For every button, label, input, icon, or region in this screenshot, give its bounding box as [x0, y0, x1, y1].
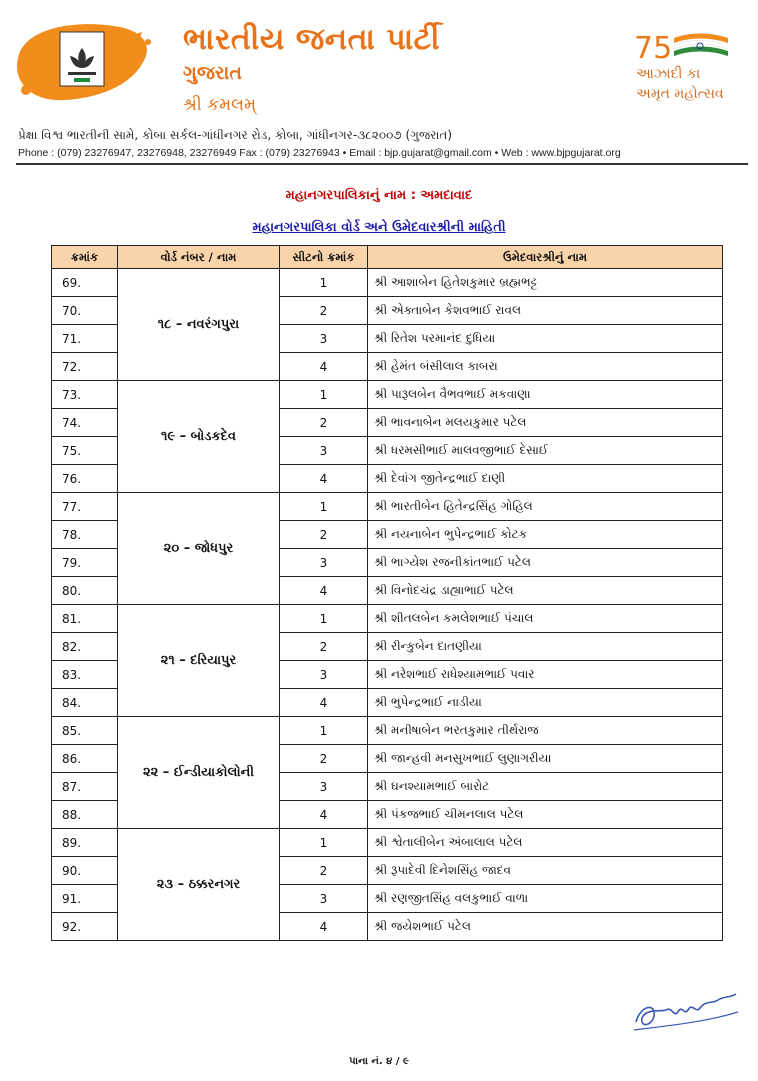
serial-number: 84.	[52, 689, 118, 717]
ward-name: ૨૦ – જોધપુર	[118, 493, 280, 605]
seat-number: 4	[280, 577, 368, 605]
seat-number: 1	[280, 829, 368, 857]
seat-number: 4	[280, 689, 368, 717]
page-number: પાના નં. ૪ / ૯	[349, 1056, 409, 1067]
ward-name: ૨૧ – દરિયાપુર	[118, 605, 280, 717]
ward-name: ૨૨ – ઈન્ડીયાકોલોની	[118, 717, 280, 829]
table-body	[52, 269, 723, 941]
office-name: શ્રી કમલમ્	[183, 95, 256, 115]
candidate-name: શ્રી હેમંત બંસીલાલ કાબરા	[368, 353, 723, 381]
serial-number: 90.	[52, 857, 118, 885]
seat-number: 1	[280, 381, 368, 409]
seat-number: 2	[280, 633, 368, 661]
seat-number: 3	[280, 325, 368, 353]
candidate-name: શ્રી વિનોદચંદ્ર ડાહ્યાભાઈ પટેલ	[368, 577, 723, 605]
table-row	[52, 829, 723, 857]
candidate-name: શ્રી ધરમસીભાઈ માલવજીભાઈ દેસાઈ	[368, 437, 723, 465]
candidate-table	[51, 245, 723, 941]
ward-name: ૧૯ – બોડકદેવ	[118, 381, 280, 493]
table-header-row	[52, 246, 723, 269]
seat-number: 3	[280, 549, 368, 577]
seat-number: 3	[280, 437, 368, 465]
table-row	[52, 381, 723, 409]
candidate-name: શ્રી નયનાબેન ભુપેન્દ્રભાઈ કોટક	[368, 521, 723, 549]
serial-number: 78.	[52, 521, 118, 549]
candidate-name: શ્રી ભારતીબેન હિતેન્દ્રસિંહ ગોહિલ	[368, 493, 723, 521]
serial-number: 79.	[52, 549, 118, 577]
serial-number: 71.	[52, 325, 118, 353]
org-state: ગુજરાત	[183, 62, 242, 84]
candidate-name: શ્રી પંકજભાઈ ચીમનલાલ પટેલ	[368, 801, 723, 829]
table-row	[52, 269, 723, 297]
seat-number: 3	[280, 773, 368, 801]
serial-number: 80.	[52, 577, 118, 605]
org-name: ભારતીય જનતા પાર્ટી	[183, 22, 441, 57]
candidate-name: શ્રી ભાવનાબેન મલયકુમાર પટેલ	[368, 409, 723, 437]
signature	[626, 982, 746, 1042]
serial-number: 75.	[52, 437, 118, 465]
candidate-name: શ્રી ભુપેન્દ્રભાઈ નાડીયા	[368, 689, 723, 717]
serial-number: 72.	[52, 353, 118, 381]
candidate-name: શ્રી ઘનશ્યામભાઈ બારોટ	[368, 773, 723, 801]
bjp-lotus-logo	[14, 18, 156, 104]
serial-number: 92.	[52, 913, 118, 941]
serial-number: 91.	[52, 885, 118, 913]
seat-number: 2	[280, 521, 368, 549]
seventy-five-flag-icon	[630, 28, 750, 68]
seat-number: 1	[280, 493, 368, 521]
serial-number: 74.	[52, 409, 118, 437]
serial-number: 69.	[52, 269, 118, 297]
seat-number: 4	[280, 913, 368, 941]
serial-number: 89.	[52, 829, 118, 857]
seat-number: 1	[280, 269, 368, 297]
table-row	[52, 493, 723, 521]
candidate-name: શ્રી ભાગ્યેશ રજનીકાંતભાઈ પટેલ	[368, 549, 723, 577]
serial-number: 70.	[52, 297, 118, 325]
serial-number: 77.	[52, 493, 118, 521]
candidate-name: શ્રી આશાબેન હિતેશકુમાર બ્રહ્મભટ્ટ	[368, 269, 723, 297]
seat-number: 3	[280, 885, 368, 913]
serial-number: 88.	[52, 801, 118, 829]
candidate-name: શ્રી જયેશભાઈ પટેલ	[368, 913, 723, 941]
seat-number: 4	[280, 801, 368, 829]
letterhead	[0, 0, 758, 170]
header-serial: ક્રમાંક	[52, 246, 118, 269]
serial-number: 87.	[52, 773, 118, 801]
serial-number: 81.	[52, 605, 118, 633]
seat-number: 2	[280, 857, 368, 885]
candidate-name: શ્રી શ્વેતાલીબેન અંબાલાલ પટેલ	[368, 829, 723, 857]
candidate-name: શ્રી મનીષાબેન ભરતકુમાર તીર્થરાજ	[368, 717, 723, 745]
serial-number: 83.	[52, 661, 118, 689]
ward-name: ૧૮ – નવરંગપુરા	[118, 269, 280, 381]
seat-number: 4	[280, 353, 368, 381]
serial-number: 82.	[52, 633, 118, 661]
seat-number: 4	[280, 465, 368, 493]
seat-number: 2	[280, 745, 368, 773]
header-divider	[16, 163, 748, 165]
corporation-title: મહાનગરપાલિકાનું નામ : અમદાવાદ	[285, 188, 473, 203]
azadi-ka-amrit-mahotsav-logo	[630, 28, 750, 110]
serial-number: 76.	[52, 465, 118, 493]
candidate-name: શ્રી દેવાંગ જીતેન્દ્રભાઈ દાણી	[368, 465, 723, 493]
azadi-line-2: અમૃત મહોત્સવ	[636, 86, 724, 102]
serial-number: 86.	[52, 745, 118, 773]
table-row	[52, 717, 723, 745]
seat-number: 2	[280, 409, 368, 437]
candidate-name: શ્રી શીતલબેન કમલેશભાઈ પંચાલ	[368, 605, 723, 633]
seat-number: 2	[280, 297, 368, 325]
ward-name: ૨૩ – ઠક્કરનગર	[118, 829, 280, 941]
candidate-name: શ્રી નરેશભાઈ રાધેશ્યામભાઈ પવાર	[368, 661, 723, 689]
table-row	[52, 605, 723, 633]
table-subtitle	[0, 220, 758, 235]
header-ward: વોર્ડ નંબર / નામ	[118, 246, 280, 269]
seat-number: 1	[280, 605, 368, 633]
candidate-name: શ્રી રિતેશ પરમાનંદ દુધિયા	[368, 325, 723, 353]
azadi-number: 75	[634, 31, 673, 66]
table-subtitle-text: મહાનગરપાલિકા વોર્ડ અને ઉમેદવારશ્રીની માહિતી	[252, 220, 506, 235]
seat-number: 1	[280, 717, 368, 745]
serial-number: 85.	[52, 717, 118, 745]
candidate-name: શ્રી રૂપાદેવી દિનેશસિંહ જાદવ	[368, 857, 723, 885]
candidate-name: શ્રી પારૂલબેન વૈભવભાઈ મકવાણા	[368, 381, 723, 409]
header-seat: સીટનો ક્રમાંક	[280, 246, 368, 269]
candidate-name: શ્રી રીન્કુબેન દાતણીયા	[368, 633, 723, 661]
candidate-name: શ્રી એક્તાબેન કેશવભાઈ રાવલ	[368, 297, 723, 325]
header-candidate: ઉમેદવારશ્રીનું નામ	[368, 246, 723, 269]
candidate-name: શ્રી જાન્હવી મનસુખભાઈ લુણાગરીયા	[368, 745, 723, 773]
contact-info: Phone : (079) 23276947, 23276948, 23276949 Fax : (079) 23276943 • Email : bjp.gujarat@gmail.com • Web : www.bjpgujarat.org	[18, 147, 621, 159]
seat-number: 3	[280, 661, 368, 689]
office-address: પ્રેક્ષા વિશ્વ ભારતીની સામે, કોબા સર્કલ-ગાંધીનગર રોડ, કોબા, ગાંધીનગર-૩૮૨૦૦૭ (ગુજરાત)	[18, 128, 453, 142]
azadi-line-1: આઝાદી કા	[636, 66, 701, 82]
candidate-name: શ્રી રણજીતસિંહ વલકુભાઈ વાળા	[368, 885, 723, 913]
serial-number: 73.	[52, 381, 118, 409]
